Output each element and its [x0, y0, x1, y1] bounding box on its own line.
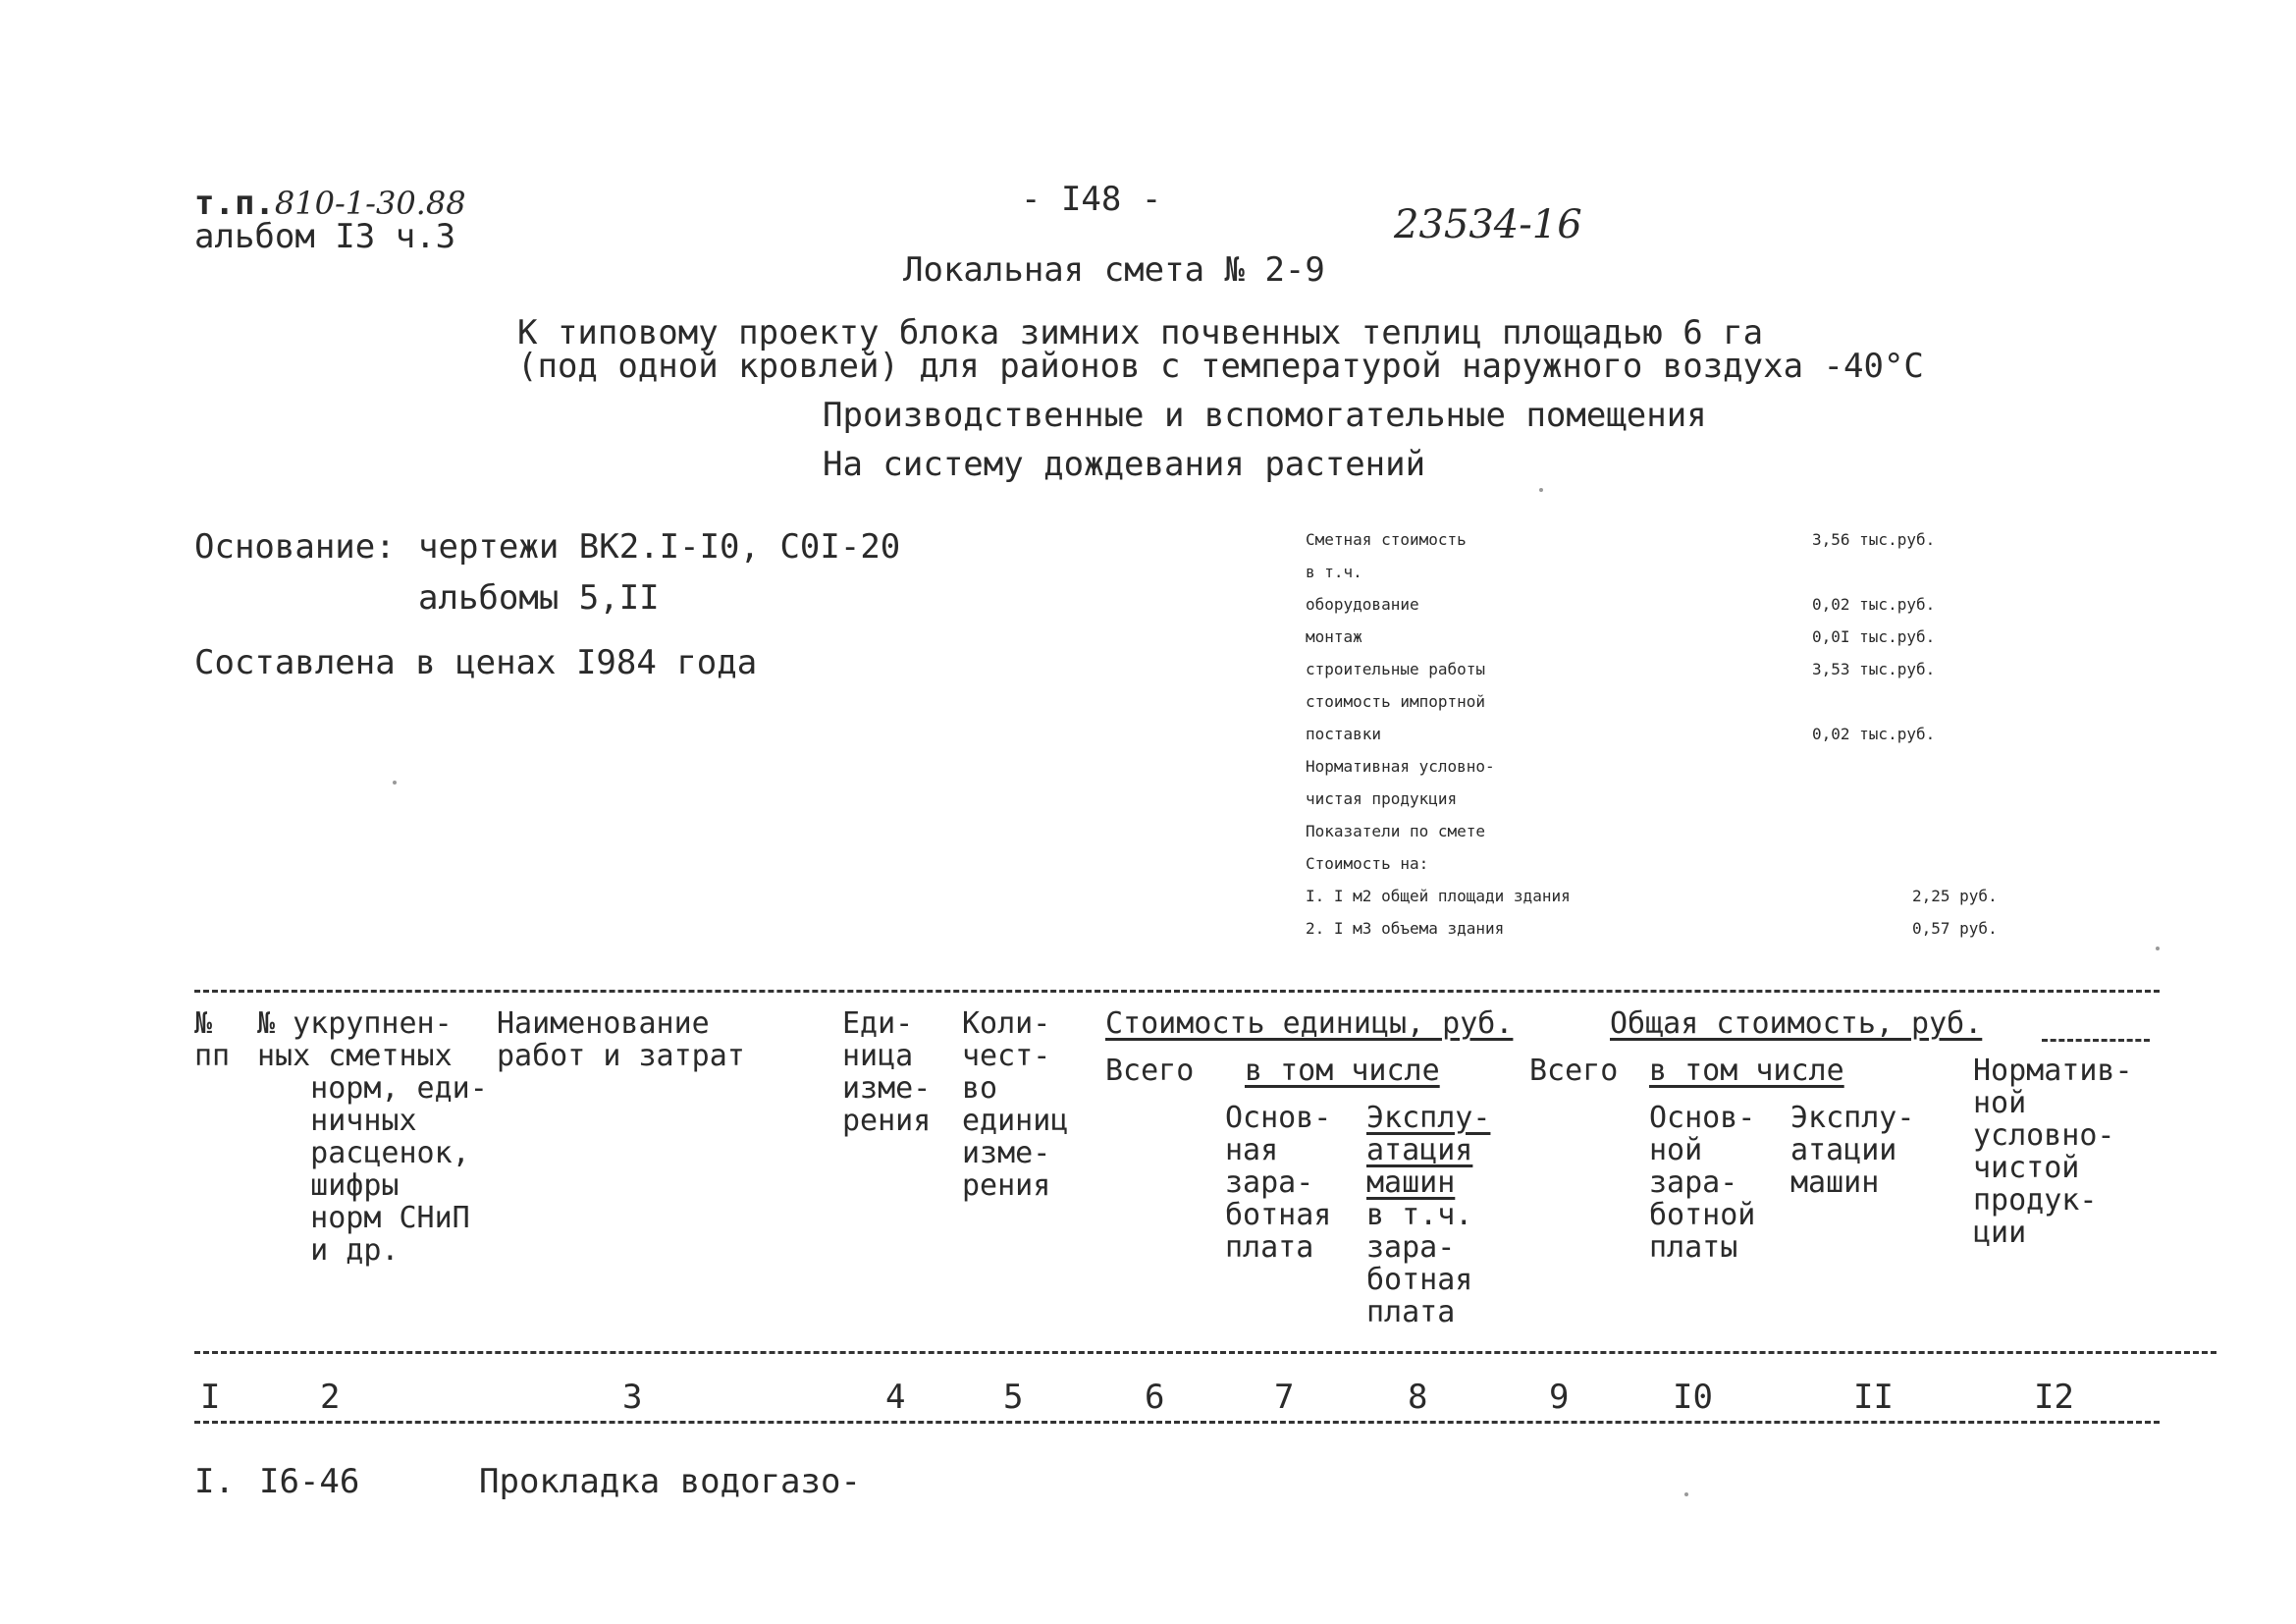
cost-row: 2. I м3 объема здания 0,57 руб.: [1306, 919, 1998, 938]
column-number: 3: [622, 1378, 643, 1417]
album-reference: альбом I3 ч.3: [194, 217, 456, 256]
table-top-rule: [194, 990, 2160, 993]
column-number: 8: [1408, 1378, 1428, 1417]
column-number: 6: [1145, 1378, 1165, 1417]
scan-speck: [1539, 488, 1543, 492]
table-header-bottom-rule: [194, 1351, 2216, 1354]
tp-prefix: т.п.: [194, 184, 275, 223]
cost-row: Показатели по смете: [1306, 822, 1486, 840]
group-header-unit-cost: Стоимость единицы, руб.: [1105, 1006, 1514, 1041]
column-number: I: [200, 1378, 221, 1417]
column-number: I2: [2034, 1378, 2074, 1417]
column-number: I0: [1673, 1378, 1713, 1417]
col-header-total-wages: Основ- ной зара- ботной платы: [1649, 1101, 1756, 1265]
estimate-title: Локальная смета № 2-9: [903, 250, 1325, 290]
cost-row: Сметная стоимость 3,56 тыс.руб.: [1306, 530, 1936, 549]
col-header-work-name: Наименование работ и затрат: [497, 1006, 745, 1073]
prices-label: Составлена: [194, 643, 396, 682]
row-norm-code: I6-46: [259, 1462, 360, 1501]
cost-row: Стоимость на:: [1306, 854, 1429, 873]
row-work-name: Прокладка водогазо-: [479, 1462, 861, 1501]
col-header-number: № пп: [194, 1006, 231, 1073]
group-header-total-cost: Общая стоимость, руб.: [1610, 1006, 1983, 1041]
col-header-total-including: в том числе: [1649, 1054, 1844, 1088]
title-line-1: К типовому проекту блока зимних почвенных теплиц площадью 6 га: [517, 313, 1764, 352]
column-number: II: [1853, 1378, 1894, 1417]
cost-row: строительные работы 3,53 тыс.руб.: [1306, 660, 1936, 678]
cost-row: Нормативная условно-: [1306, 757, 1495, 776]
basis-drawings: чертежи ВК2.I-I0, С0I-20: [418, 527, 901, 567]
tp-number: 810-1-30.88: [274, 185, 466, 222]
column-number: 2: [320, 1378, 341, 1417]
scan-speck: [2156, 947, 2160, 950]
cost-row: поставки 0,02 тыс.руб.: [1306, 725, 1936, 743]
title-line-3: Производственные и вспомогательные помещения: [823, 396, 1707, 435]
cost-row: в т.ч.: [1306, 563, 1362, 581]
col-header-unit-total: Всего: [1105, 1054, 1195, 1088]
cost-row: I. I м2 общей площади здания 2,25 руб.: [1306, 887, 1998, 905]
col-header-quantity: Коли- чест- во единиц изме- рения: [962, 1006, 1069, 1203]
column-numbers-rule: [194, 1421, 2160, 1424]
col-header-unit-machines-wages: в т.ч. зара- ботная плата: [1366, 1198, 1473, 1329]
column-number: 9: [1549, 1378, 1570, 1417]
col-header-norm-code: № укрупнен- ных сметных норм, еди- ничных расценок, шифры норм СНиП и др.: [257, 1006, 488, 1268]
stamp-number: 23534-16: [1394, 202, 1582, 247]
prices-text: в ценах I984 года: [415, 643, 758, 682]
column-number: 7: [1274, 1378, 1295, 1417]
col-header-net-output: Норматив- ной условно- чистой продук- ции: [1973, 1054, 2133, 1250]
col-header-unit-including: в том числе: [1245, 1054, 1440, 1088]
col-header-unit: Еди- ница изме- рения: [842, 1006, 932, 1138]
tp-reference: [194, 184, 466, 223]
column-number: 4: [885, 1378, 906, 1417]
scan-speck: [1684, 1492, 1688, 1496]
cost-row: стоимость импортной: [1306, 692, 1486, 711]
col-header-unit-machines: Эксплу- атация машин: [1366, 1101, 1491, 1200]
title-line-4: На систему дождевания растений: [823, 445, 1426, 484]
col-header-total: Всего: [1529, 1054, 1619, 1088]
column-number: 5: [1003, 1378, 1024, 1417]
prices-statement: [194, 643, 758, 682]
page-number: - I48 -: [1021, 180, 1162, 219]
cost-row: оборудование 0,02 тыс.руб.: [1306, 595, 1936, 614]
cost-row: чистая продукция: [1306, 789, 1458, 808]
row-number: I.: [194, 1462, 235, 1501]
cost-row: монтаж 0,0I тыс.руб.: [1306, 627, 1936, 646]
col-header-total-machines: Эксплу- атации машин: [1790, 1101, 1915, 1200]
col-header-unit-wages: Основ- ная зара- ботная плата: [1225, 1101, 1332, 1265]
basis-albums: альбомы 5,II: [418, 578, 660, 618]
title-line-2: (под одной кровлей) для районов с температурой наружного воздуха -40°С: [517, 347, 1924, 386]
scan-speck: [393, 781, 397, 785]
basis-label: Основание:: [194, 527, 396, 567]
group-header-rule: [2042, 1039, 2150, 1042]
